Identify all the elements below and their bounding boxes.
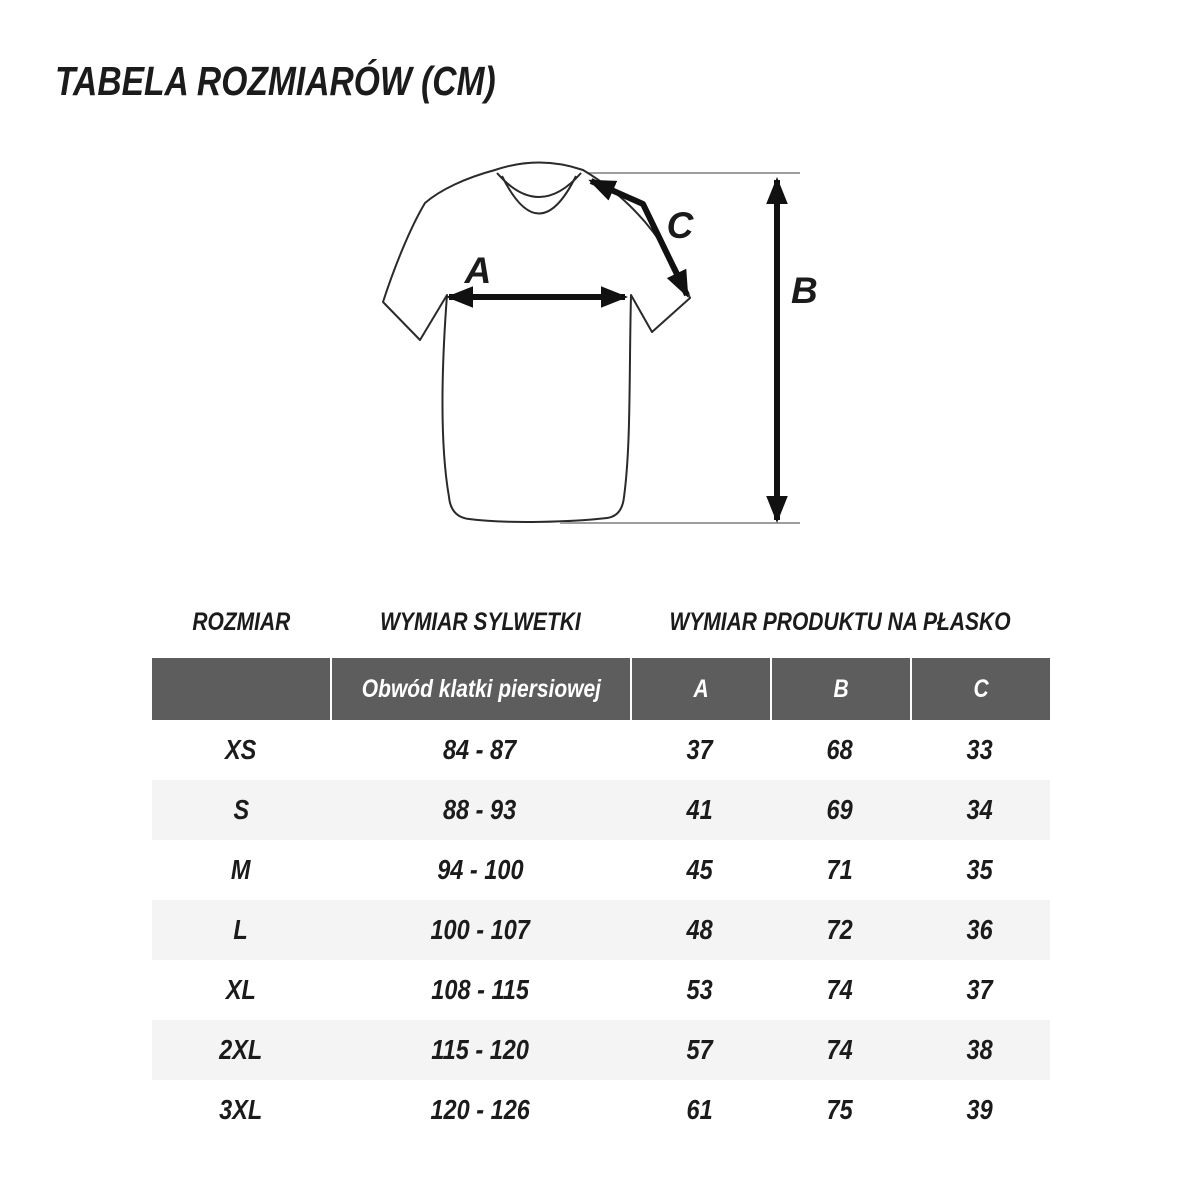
b-cell: 74 xyxy=(826,974,854,1005)
table-row-l xyxy=(152,900,1050,960)
c-cell: 36 xyxy=(966,914,994,945)
chest-cell: 94 - 100 xyxy=(436,854,524,885)
table-header-row xyxy=(152,658,1050,720)
a-cell: 61 xyxy=(686,1094,714,1125)
b-cell: 68 xyxy=(826,734,854,765)
c-cell: 33 xyxy=(966,734,994,765)
chest-cell: 108 - 115 xyxy=(431,974,529,1005)
size-cell: M xyxy=(231,854,251,885)
header-cell-a: A xyxy=(630,658,770,720)
table-row-xl xyxy=(152,960,1050,1020)
a-cell: 41 xyxy=(686,794,714,825)
measure-label-c: C xyxy=(666,205,694,246)
chest-cell: 84 - 87 xyxy=(443,734,517,765)
b-cell: 69 xyxy=(826,794,854,825)
table-row-2xl xyxy=(152,1020,1050,1080)
b-cell: 72 xyxy=(826,914,854,945)
b-cell: 71 xyxy=(826,854,854,885)
header-cell-c: C xyxy=(910,658,1050,720)
size-cell: 2XL xyxy=(219,1034,263,1065)
group-header-rozmiar: ROZMIAR xyxy=(192,608,290,636)
chest-cell: 100 - 107 xyxy=(430,914,530,945)
c-cell: 38 xyxy=(966,1034,994,1065)
size-cell: XL xyxy=(225,974,257,1005)
group-header-wymiar-produktu: WYMIAR PRODUKTU NA PŁASKO xyxy=(669,608,1011,636)
a-cell: 48 xyxy=(686,914,714,945)
table-row-s xyxy=(152,780,1050,840)
page-title xyxy=(55,58,592,105)
b-cell: 75 xyxy=(826,1094,854,1125)
c-cell: 37 xyxy=(966,974,994,1005)
table-row-m xyxy=(152,840,1050,900)
size-cell: L xyxy=(233,914,249,945)
chest-cell: 115 - 120 xyxy=(431,1034,529,1065)
a-cell: 53 xyxy=(686,974,714,1005)
c-cell: 34 xyxy=(966,794,994,825)
measure-label-b: B xyxy=(791,270,818,311)
tshirt-measurement-diagram xyxy=(350,140,850,570)
chest-cell: 88 - 93 xyxy=(443,794,517,825)
size-table xyxy=(152,658,1050,1140)
page-title-text: TABELA ROZMIARÓW (CM) xyxy=(55,58,496,104)
table-group-headers xyxy=(152,608,1050,637)
c-cell: 35 xyxy=(966,854,994,885)
tshirt-outline-icon xyxy=(383,163,690,522)
table-row-3xl xyxy=(152,1080,1050,1140)
b-cell: 74 xyxy=(826,1034,854,1065)
table-row-xs xyxy=(152,720,1050,780)
size-cell: XS xyxy=(225,734,257,765)
tshirt-diagram-svg xyxy=(350,140,850,570)
c-cell: 39 xyxy=(966,1094,994,1125)
header-cell-b: B xyxy=(770,658,910,720)
a-cell: 37 xyxy=(686,734,714,765)
chest-cell: 120 - 126 xyxy=(430,1094,530,1125)
header-cell-empty xyxy=(152,658,330,720)
group-header-wymiar-sylwetki: WYMIAR SYLWETKI xyxy=(379,608,581,636)
size-cell: 3XL xyxy=(219,1094,263,1125)
size-cell: S xyxy=(233,794,249,825)
header-cell-chest: Obwód klatki piersiowej xyxy=(330,658,630,720)
a-cell: 57 xyxy=(686,1034,714,1065)
measure-label-a: A xyxy=(464,250,492,291)
a-cell: 45 xyxy=(686,854,714,885)
